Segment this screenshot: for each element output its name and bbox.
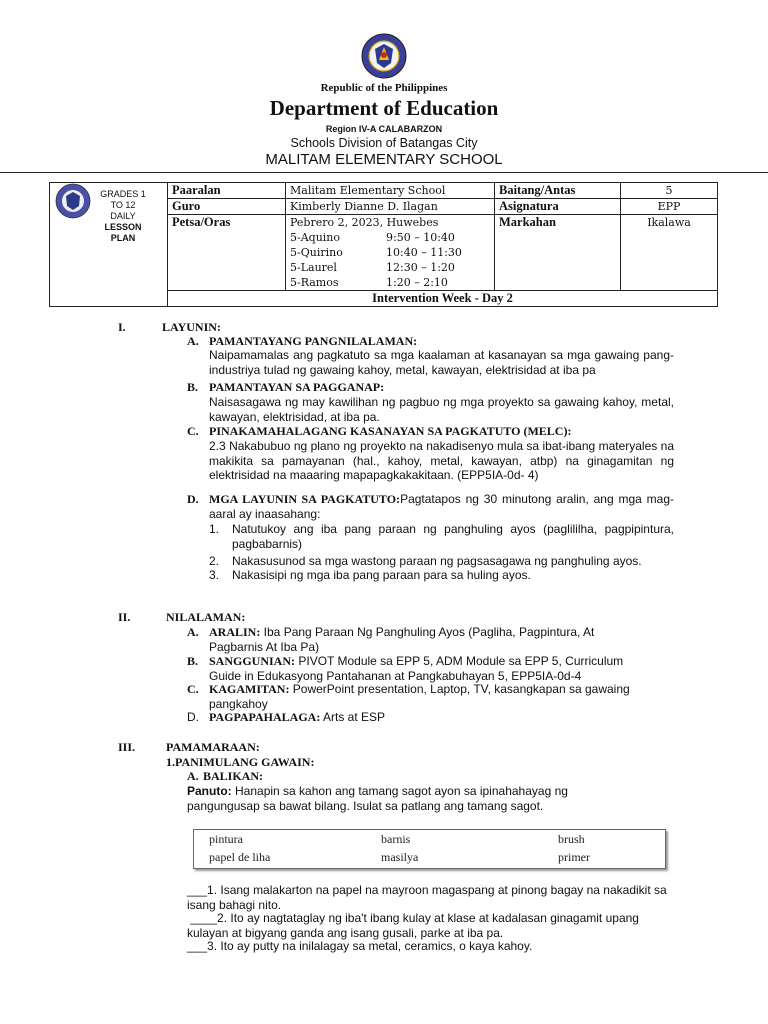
- kagamitan-text: PowerPoint presentation, Laptop, TV, kasangkapan sa gawaing pangkahoy: [209, 682, 630, 711]
- guro-label: Guro: [168, 199, 286, 215]
- asignatura-value: EPP: [621, 199, 718, 215]
- aralin-text: Iba Pang Paraan Ng Panghuling Ayos (Pagliha, Pagpintura, At Pagbarnis At Iba Pa): [209, 625, 595, 654]
- guro-value: Kimberly Dianne D. Ilagan: [286, 199, 495, 215]
- deped-seal: [361, 33, 407, 79]
- panuto-block: [187, 784, 582, 813]
- section2-title: NILALAMAN:: [166, 610, 246, 624]
- schedule-row: 5-Quirino 10:40 – 11:30: [290, 246, 462, 259]
- question-item: [187, 883, 674, 912]
- section1-c-letter: C.: [187, 424, 199, 438]
- pamantayang-pangnilalaman-heading: PAMANTAYANG PANGNILALAMAN:: [209, 334, 418, 348]
- paaralan-label: Paaralan: [168, 183, 286, 199]
- intervention-week: Intervention Week - Day 2: [168, 291, 718, 307]
- panimulang-gawain-heading: 1.PANIMULANG GAWAIN:: [166, 755, 315, 769]
- question-item: [187, 939, 674, 954]
- lesson-plan-label: LESSON PLAN: [104, 222, 142, 243]
- region-line: Region IV-A CALABARZON: [325, 124, 443, 134]
- pamantayang-pangnilalaman-text: Naipamamalas ang pagkatuto sa mga kaalaman at kasanayan sa mga gawaing pang-industriya tulad ng gawaing kahoy, metal, kawayan, elektrisidad at iba pa: [209, 348, 674, 377]
- deped-seal-small-icon: [55, 183, 91, 219]
- section2-a-letter: A.: [187, 625, 199, 639]
- republic-line: Republic of the Philippines: [320, 82, 448, 94]
- department-title: Department of Education: [269, 96, 499, 120]
- choice-word: brush: [558, 832, 585, 846]
- answer-blank[interactable]: ____: [190, 911, 218, 925]
- choice-word: barnis: [381, 832, 411, 846]
- schedule-row: 5-Aquino 9:50 – 10:40: [290, 231, 455, 244]
- schedule-row: 5-Ramos 1:20 – 2:10: [290, 276, 448, 289]
- objective-number: 1.: [209, 522, 220, 536]
- lesson-plan-table: [49, 182, 718, 307]
- division-line: Schools Division of Batangas City: [290, 136, 478, 150]
- layunin-pagkatuto-block: [209, 492, 674, 521]
- markahan-label: Markahan: [495, 215, 621, 291]
- pagpapahalaga-text: Arts at ESP: [320, 710, 386, 724]
- objective-item: Natutukoy ang iba pang paraan ng panghuling ayos (paglililha, pagpipintura, pagbabarnis): [232, 522, 674, 551]
- layunin-pagkatuto-intro: Pagtatapos ng 30 minutong aralin, ang mga mag-aaral ay inaasahang:: [209, 492, 674, 521]
- section2-number: II.: [118, 610, 131, 624]
- section1-number: I.: [118, 320, 126, 334]
- panuto-label: Panuto:: [187, 784, 232, 798]
- objective-number: 3.: [209, 568, 220, 582]
- header-divider: [0, 172, 768, 173]
- choice-word: papel de liha: [209, 850, 271, 864]
- kagamitan-label: KAGAMITAN:: [209, 682, 290, 696]
- pagpapahalaga-item: [209, 710, 385, 725]
- objective-item: Nakasusunod sa mga wastong paraan ng pagsasagawa ng panghuling ayos.: [232, 554, 642, 568]
- question-item: [187, 911, 674, 940]
- section2-c-letter: C.: [187, 682, 199, 696]
- schedule-row: 5-Laurel 12:30 – 1:20: [290, 261, 455, 274]
- question-text: 3. Ito ay putty na inilalagay sa metal, ceramics, o kaya kahoy.: [207, 939, 533, 953]
- kagamitan-item: [209, 682, 669, 711]
- section1-b-letter: B.: [187, 380, 199, 394]
- answer-blank[interactable]: ___: [187, 883, 208, 897]
- petsa-value: Pebrero 2, 2023, Huwebes: [290, 216, 439, 229]
- section3-title: PAMAMARAAN:: [166, 740, 260, 754]
- aralin-label: ARALIN:: [209, 625, 261, 639]
- balikan-heading: BALIKAN:: [203, 769, 264, 783]
- sanggunian-label: SANGGUNIAN:: [209, 654, 296, 668]
- asignatura-label: Asignatura: [495, 199, 621, 215]
- objective-item: Nakasisipi ng mga iba pang paraan para sa huling ayos.: [232, 568, 531, 582]
- petsa-cell: [286, 215, 495, 291]
- baitang-label: Baitang/Antas: [495, 183, 621, 199]
- markahan-value: Ikalawa: [621, 215, 718, 291]
- paaralan-value: Malitam Elementary School: [286, 183, 495, 199]
- word-choice-box: [193, 829, 666, 869]
- question-text: 2. Ito ay nagtataglay ng iba't ibang kulay at klase at kadalasan ginagamit upang kulayan at bigyang ganda ang isang gusali, parke at iba pa.: [187, 911, 639, 940]
- section1-a-letter: A.: [187, 334, 199, 348]
- objective-number: 2.: [209, 554, 220, 568]
- pamantayan-pagganap-text: Naisasagawa ng may kawilihan ng pagbuo ng mga proyekto sa gawaing kahoy, metal, kawayan, elektrisidad, at iba pa.: [209, 395, 674, 424]
- melc-heading: PINAKAMAHALAGANG KASANAYAN SA PAGKATUTO (MELC):: [209, 424, 572, 438]
- grades-cell: [50, 183, 168, 307]
- choice-word: masilya: [381, 850, 419, 864]
- petsa-label: Petsa/Oras: [168, 215, 286, 291]
- sanggunian-text: PIVOT Module sa EPP 5, ADM Module sa EPP 5, Curriculum Guide in Edukasyong Pantahanan at Pangkabuhayan 5, EPP5IA-0d-4: [209, 654, 624, 683]
- section3-number: III.: [118, 740, 136, 754]
- section1-title: LAYUNIN:: [162, 320, 221, 334]
- answer-blank[interactable]: ___: [187, 939, 208, 953]
- section1-d-letter: D.: [187, 492, 199, 506]
- section2-d-letter: D.: [187, 710, 199, 724]
- school-name: MALITAM ELEMENTARY SCHOOL: [265, 151, 503, 168]
- choice-word: primer: [558, 850, 590, 864]
- panuto-text: Hanapin sa kahon ang tamang sagot ayon sa ipinahahayag ng pangungusap sa bawat bilang. Isulat sa patlang ang tamang sagot.: [187, 784, 568, 813]
- choice-word: pintura: [209, 832, 243, 846]
- aralin-item: [209, 625, 649, 654]
- section3-a-letter: A.: [187, 769, 199, 783]
- sanggunian-item: [209, 654, 649, 683]
- grades-label: GRADES 1 TO 12: [100, 189, 146, 210]
- pagpapahalaga-label: PAGPAPAHALAGA:: [209, 710, 321, 724]
- melc-text: 2.3 Nakabubuo ng plano ng proyekto na nakadisenyo mula sa ibat-ibang materyales na makikita sa pamayanan (hal., kahoy, metal, kawayan, atbp) na ginagamitan ng elektrisidad na maaaring mapapagkakakitaan. (EPP5IA-0d- 4): [209, 439, 674, 482]
- baitang-value: 5: [621, 183, 718, 199]
- question-text: 1. Isang malakarton na papel na mayroon magaspang at pinong bagay na nakadikit sa isang bahagi nito.: [187, 883, 667, 912]
- layunin-pagkatuto-heading: MGA LAYUNIN SA PAGKATUTO:: [209, 492, 401, 506]
- daily-label: DAILY: [110, 211, 136, 221]
- section2-b-letter: B.: [187, 654, 199, 668]
- pamantayan-pagganap-heading: PAMANTAYAN SA PAGGANAP:: [209, 380, 385, 394]
